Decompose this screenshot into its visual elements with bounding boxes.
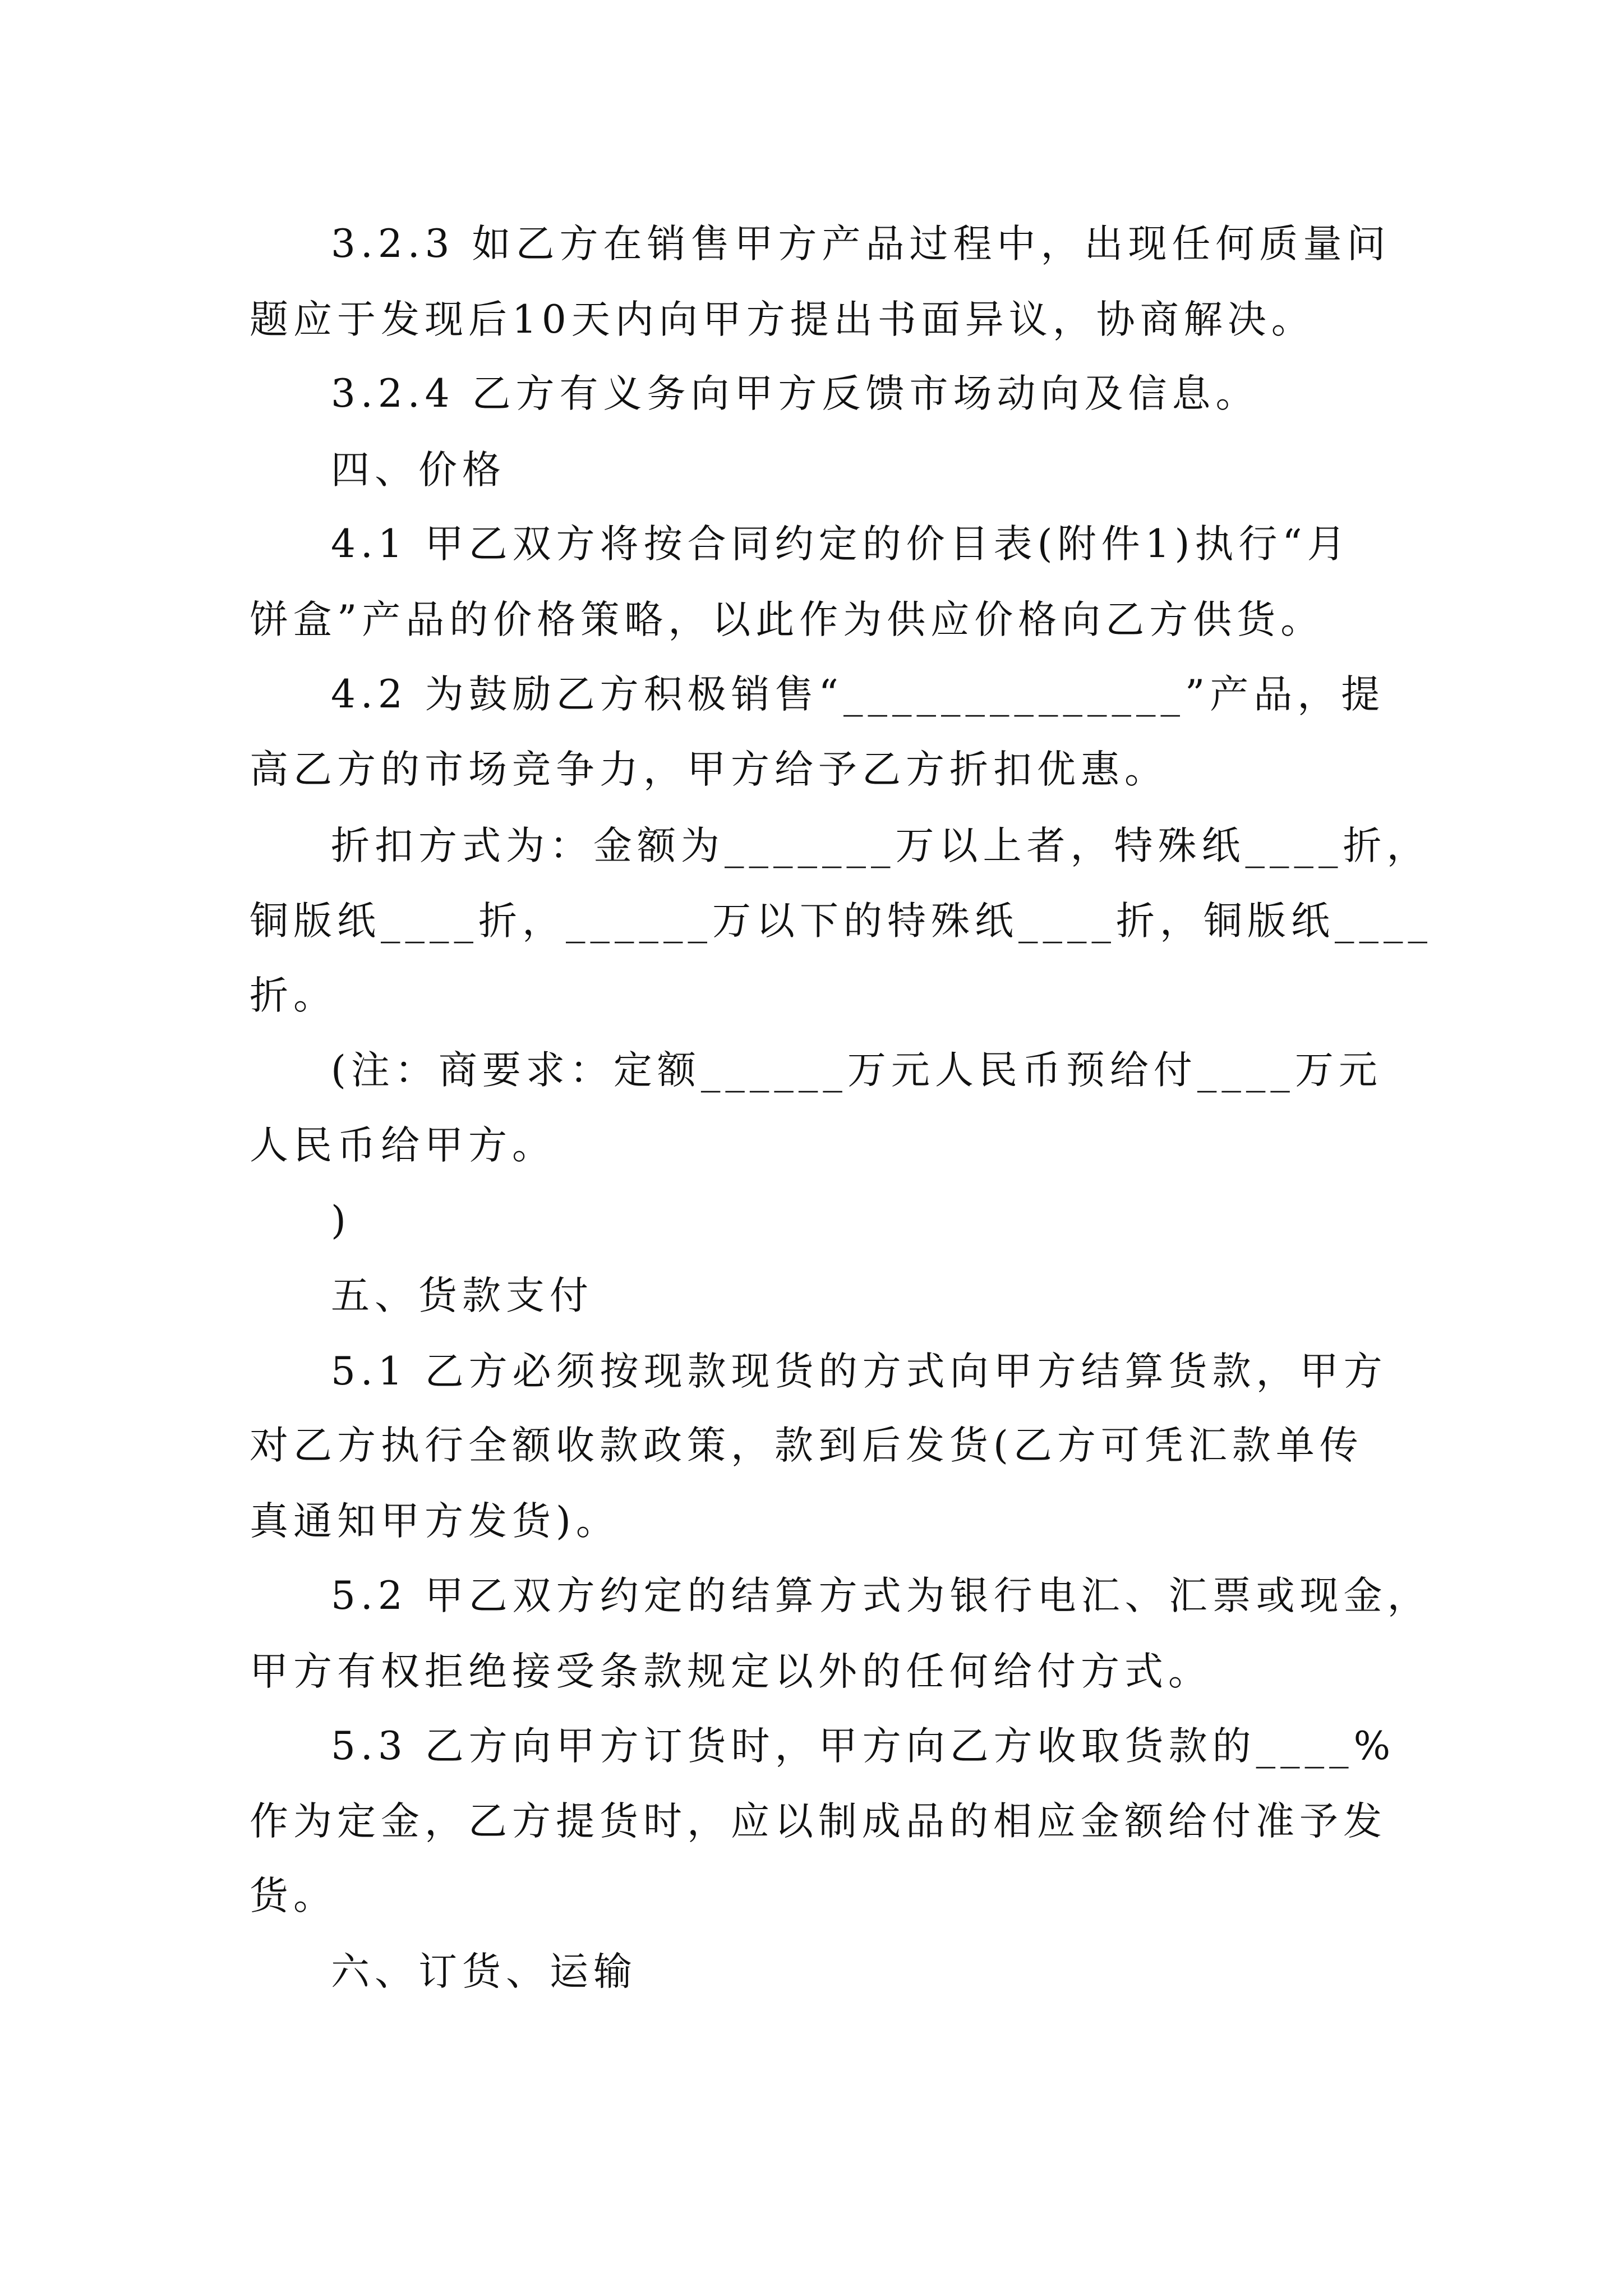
- paragraph-5-1-line-1: 5.1 乙方必须按现款现货的方式向甲方结算货款，甲方: [331, 1349, 1387, 1394]
- paragraph-4-1-line-1: 4.1 甲乙双方将按合同约定的价目表(附件1)执行“月: [331, 522, 1351, 567]
- note-line-2: 人民币给甲方。: [250, 1123, 556, 1168]
- paragraph-5-1-line-2: 对乙方执行全额收款政策，款到后发货(乙方可凭汇款单传: [250, 1423, 1363, 1468]
- section-heading-ordering-transport: 六、订货、运输: [331, 1949, 637, 1994]
- paragraph-4-2-line-2: 高乙方的市场竞争力，甲方给予乙方折扣优惠。: [250, 747, 1168, 792]
- discount-line-1: 折扣方式为：金额为_______万以上者，特殊纸____折，: [331, 823, 1431, 868]
- paragraph-5-1-line-3: 真通知甲方发货)。: [250, 1499, 620, 1544]
- section-heading-payment: 五、货款支付: [331, 1273, 593, 1318]
- discount-line-2: 铜版纸____折，______万以下的特殊纸____折，铜版纸____: [250, 899, 1432, 944]
- paragraph-5-3-line-2: 作为定金，乙方提货时，应以制成品的相应金额给付准予发: [250, 1799, 1387, 1844]
- paragraph-5-2-line-2: 甲方有权拒绝接受条款规定以外的任何给付方式。: [250, 1649, 1212, 1694]
- discount-line-3: 折。: [250, 973, 337, 1018]
- note-line-1: (注：商要求：定额______万元人民币预给付____万元: [331, 1048, 1382, 1093]
- paragraph-5-2-line-1: 5.2 甲乙双方约定的结算方式为银行电汇、汇票或现金，: [331, 1573, 1431, 1618]
- paragraph-5-3-line-3: 货。: [250, 1874, 337, 1918]
- paragraph-4-1-line-2: 饼盒”产品的价格策略，以此作为供应价格向乙方供货。: [250, 597, 1325, 642]
- paragraph-3-2-4: 3.2.4 乙方有义务向甲方反馈市场动向及信息。: [331, 371, 1260, 416]
- paragraph-4-2-line-1: 4.2 为鼓励乙方积极销售“______________”产品，提: [331, 672, 1385, 717]
- paragraph-5-3-line-1: 5.3 乙方向甲方订货时，甲方向乙方收取货款的____%: [331, 1724, 1396, 1769]
- note-closing-paren: ): [331, 1198, 351, 1243]
- paragraph-3-2-3-line-2: 题应于发现后10天内向甲方提出书面异议，协商解决。: [250, 297, 1315, 342]
- paragraph-3-2-3-line-1: 3.2.3 如乙方在销售甲方产品过程中，出现任何质量问: [331, 222, 1391, 266]
- section-heading-price: 四、价格: [331, 448, 506, 493]
